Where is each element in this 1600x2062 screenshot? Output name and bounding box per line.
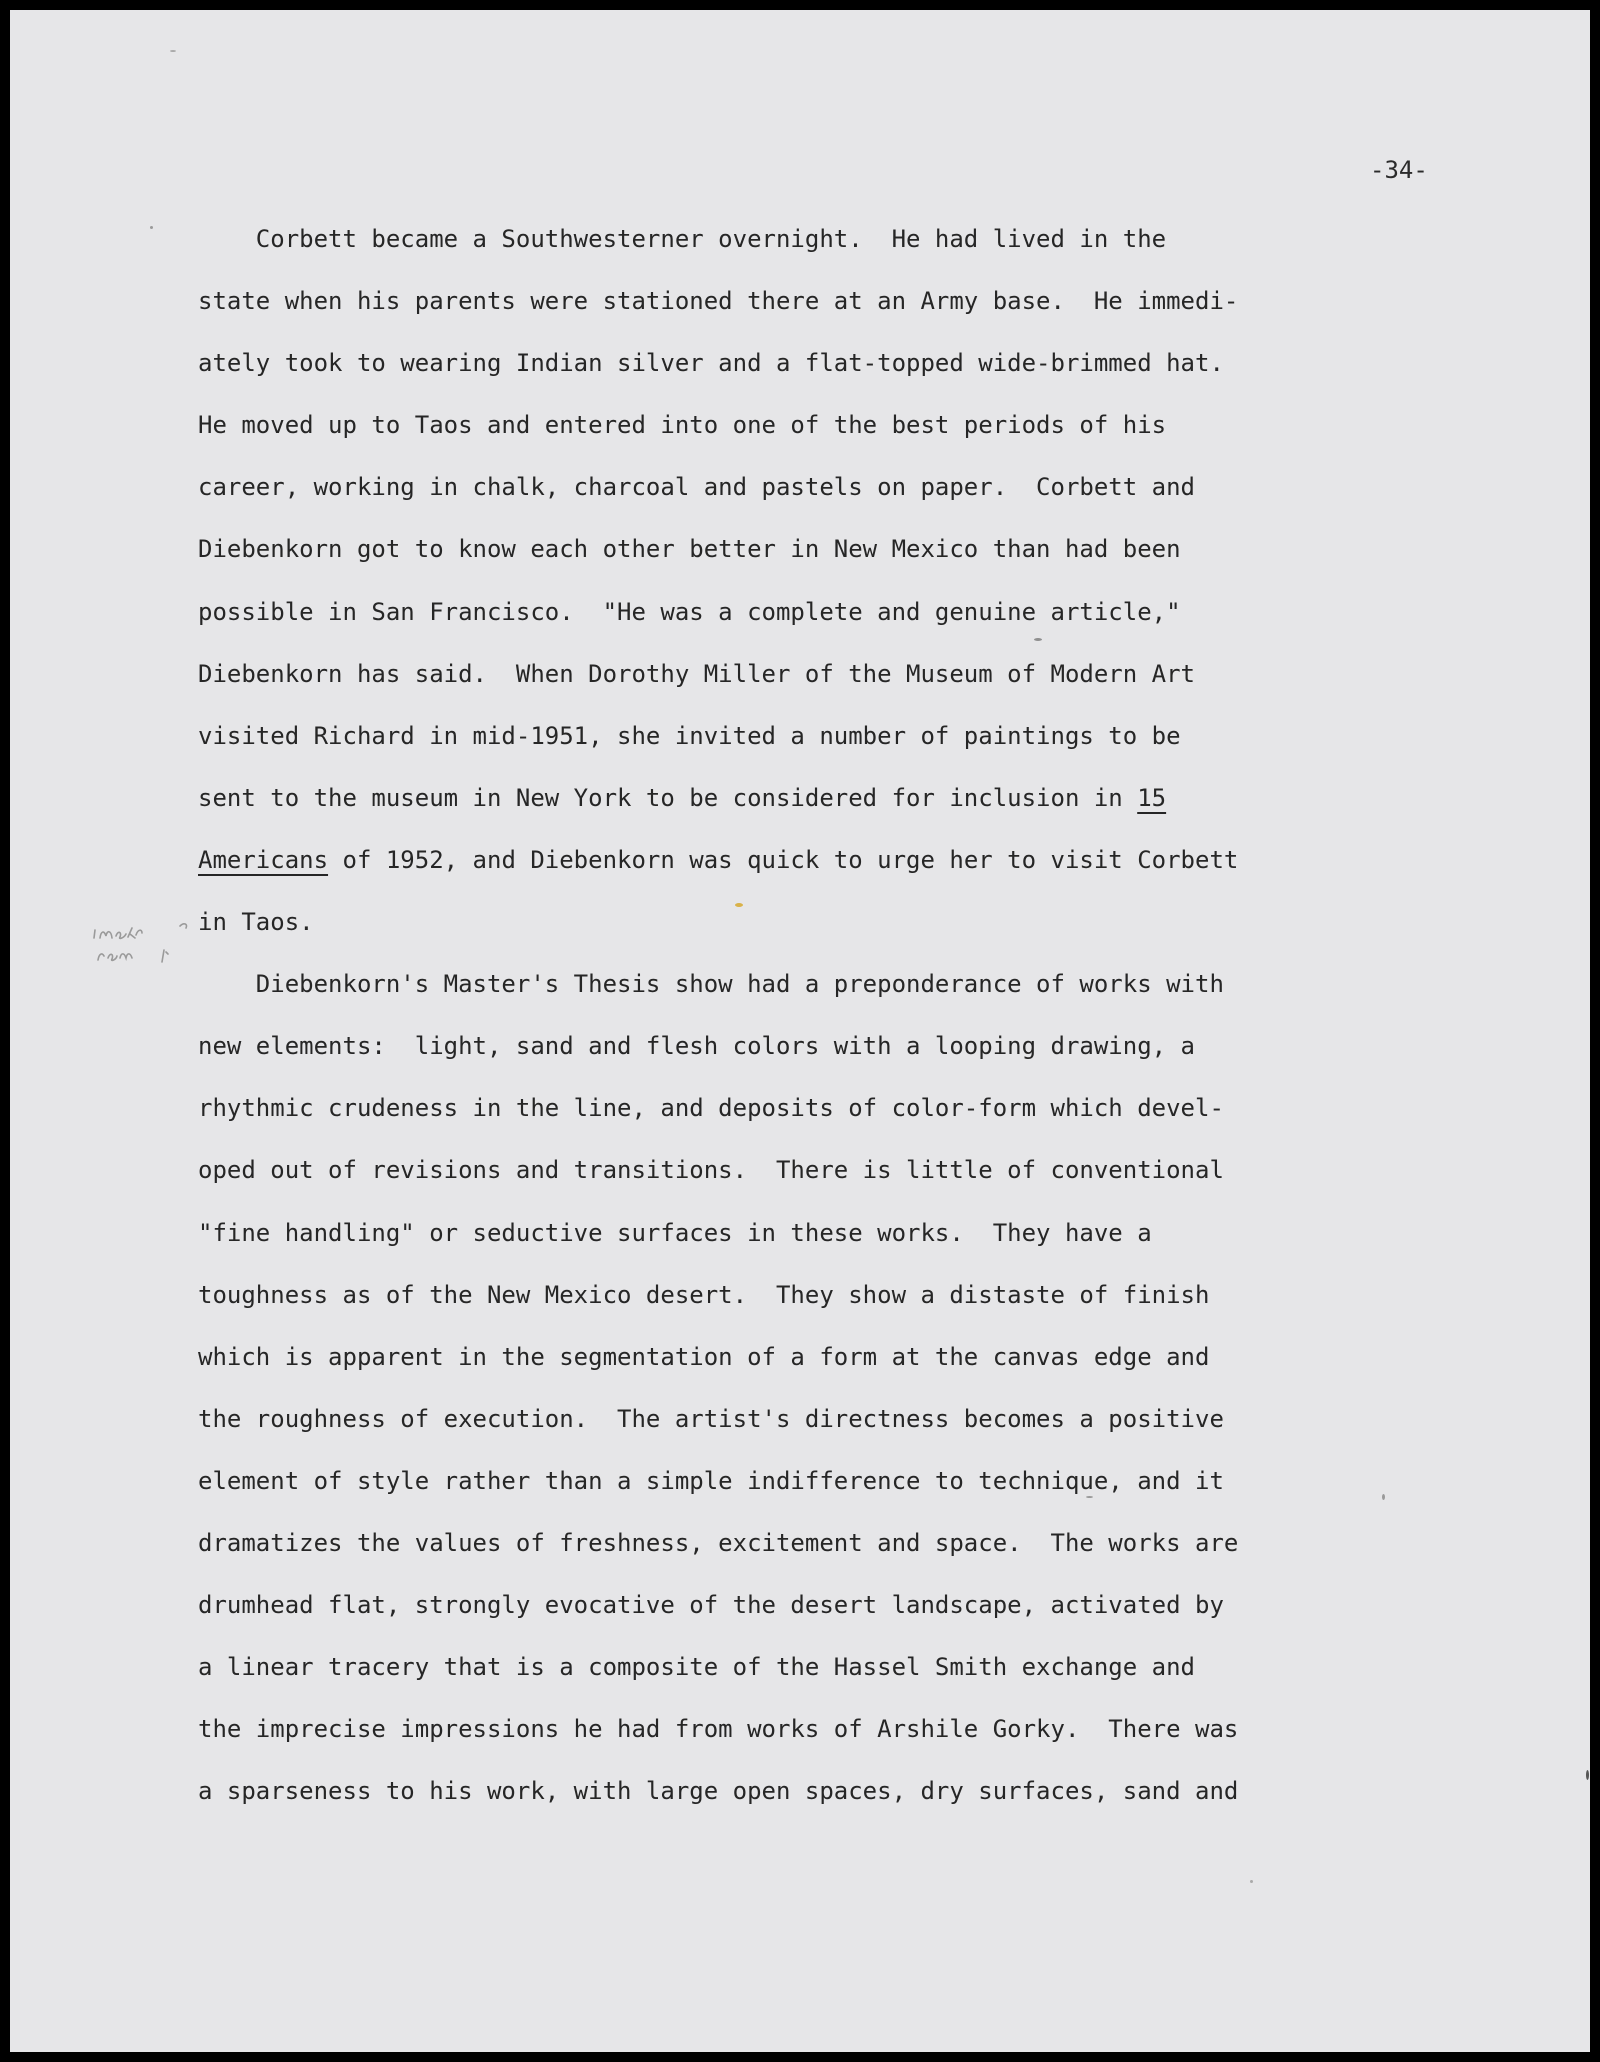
text-line: toughness as of the New Mexico desert. They show a distaste of finish [198,1280,1210,1309]
handwritten-margin-note-icon [90,916,220,986]
text-line: drumhead flat, strongly evocative of the desert landscape, activated by [198,1591,1224,1620]
text-line: ately took to wearing Indian silver and a flat-topped wide-brimmed hat. [198,349,1224,378]
paper-speck [1250,1880,1253,1883]
text-line: possible in San Francisco. "He was a complete and genuine article," [198,597,1181,626]
text-line: element of style rather than a simple indifference to technique, and it [198,1466,1224,1495]
text-line: He moved up to Taos and entered into one of the best periods of his [198,411,1167,440]
text-line: Diebenkorn has said. When Dorothy Miller of the Museum of Modern Art [198,659,1195,688]
text-segment: of 1952, and Diebenkorn was quick to urge her to visit Corbett [328,845,1239,874]
text-line: visited Richard in mid-1951, she invited a number of paintings to be [198,721,1181,750]
underlined-title-part: 15 [1137,783,1167,812]
text-line: in Taos. [198,908,314,937]
text-line: a linear tracery that is a composite of the Hassel Smith exchange and [198,1653,1195,1682]
paper-speck [1034,638,1042,641]
paragraph-2 [198,953,1448,1822]
text-line [198,767,1448,829]
text-line: career, working in chalk, charcoal and pastels on paper. Corbett and [198,473,1195,502]
paper-speck [1382,1494,1385,1500]
text-line: oped out of revisions and transitions. There is little of conventional [198,1156,1224,1185]
text-line: dramatizes the values of freshness, excitement and space. The works are [198,1528,1239,1557]
text-segment: sent to the museum in New York to be considered for inclusion in [198,783,1138,812]
paper-speck [170,50,176,52]
text-line: rhythmic crudeness in the line, and deposits of color-form which devel- [198,1094,1224,1123]
text-line: new elements: light, sand and flesh colors with a looping drawing, a [198,1032,1195,1061]
text-line [198,829,1448,891]
paper-speck [150,226,153,229]
text-line: which is apparent in the segmentation of a form at the canvas edge and [198,1342,1210,1371]
paragraph-1 [198,208,1448,953]
text-line: Corbett became a Southwesterner overnight. He had lived in the [198,225,1167,253]
paper-speck [1586,1770,1589,1780]
paper-speck [735,903,743,907]
text-line: state when his parents were stationed there at an Army base. He immedi- [198,287,1239,316]
text-line: Diebenkorn got to know each other better in New Mexico than had been [198,535,1181,564]
page-number: -34- [1370,156,1428,184]
document-page [10,10,1590,2052]
text-line: "fine handling" or seductive surfaces in these works. They have a [198,1218,1152,1247]
text-line: the roughness of execution. The artist's directness becomes a positive [198,1404,1224,1433]
underlined-title-part: Americans [198,845,329,874]
paper-speck [1086,1496,1093,1498]
text-line: a sparseness to his work, with large open spaces, dry surfaces, sand and [198,1777,1239,1806]
text-line: the imprecise impressions he had from works of Arshile Gorky. There was [198,1715,1239,1744]
document-body [198,208,1448,1822]
text-line: Diebenkorn's Master's Thesis show had a preponderance of works with [198,970,1224,999]
